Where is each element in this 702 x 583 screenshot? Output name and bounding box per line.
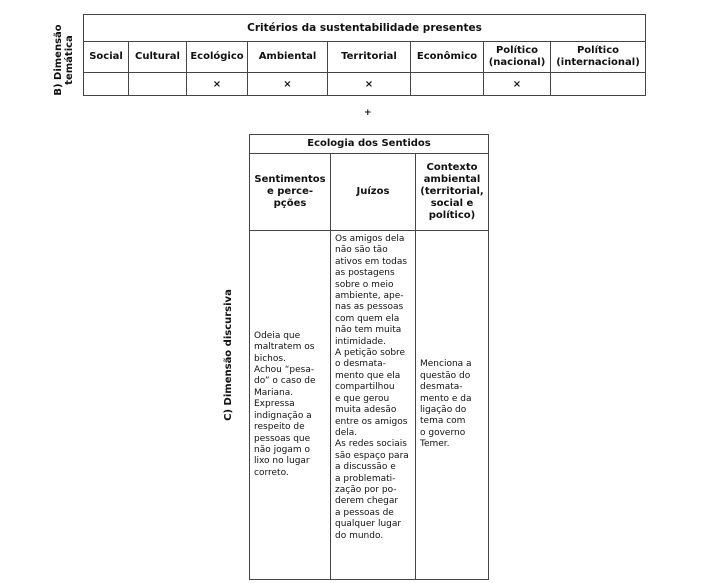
col-header-politico-nacional: Político (nacional) — [484, 42, 551, 73]
cell-juizos: Os amigos dela não são tão ativos em todas as postagens sobre o meio ambiente, ape- nas as pessoas com quem ela não tem muita intimidade. A petição sobre o desmata- mento que ela compartilhou e que gerou muita adesão entre os amigos dela. As redes sociais são espaço para a discussão e a problemati- zação por po- derem chegar a pessoas de qualquer lugar do mundo. — [331, 231, 416, 580]
header-juizos: Juízos — [331, 154, 416, 231]
mark-politico-internacional — [551, 73, 646, 96]
mark-ecologico: × — [187, 73, 248, 96]
mark-territorial: × — [328, 73, 411, 96]
criteria-table-title: Critérios da sustentabilidade presentes — [84, 15, 646, 42]
col-header-ecologico: Ecológico — [187, 42, 248, 73]
col-header-territorial: Territorial — [328, 42, 411, 73]
col-header-politico-internacional: Político (internacional) — [551, 42, 646, 73]
cell-sentimentos: Odeia que maltratem os bichos. Achou “pesa- do” o caso de Mariana. Expressa indignação a respeito de pessoas que não jogam o lixo no lugar correto. — [250, 231, 331, 580]
criteria-table — [83, 14, 646, 96]
mark-social — [84, 73, 129, 96]
ecologia-table — [249, 134, 489, 580]
col-header-social: Social — [84, 42, 129, 73]
col-header-cultural: Cultural — [129, 42, 187, 73]
plus-separator: + — [364, 108, 372, 118]
cell-contexto: Menciona a questão do desmata- mento e da ligação do tema com o governo Temer. — [416, 231, 489, 580]
mark-ambiental: × — [248, 73, 328, 96]
dimensao-discursiva-label: C) Dimensão discursiva — [223, 289, 234, 421]
col-header-ambiental: Ambiental — [248, 42, 328, 73]
mark-cultural — [129, 73, 187, 96]
mark-politico-nacional: × — [484, 73, 551, 96]
ecologia-table-title: Ecologia dos Sentidos — [250, 135, 489, 154]
col-header-economico: Econômico — [411, 42, 484, 73]
header-contexto: Contexto ambiental (territorial, social e político) — [416, 154, 489, 231]
header-sentimentos: Sentimentos e perce- pções — [250, 154, 331, 231]
mark-economico — [411, 73, 484, 96]
dimensao-tematica-label: B) Dimensão temática — [53, 24, 75, 96]
